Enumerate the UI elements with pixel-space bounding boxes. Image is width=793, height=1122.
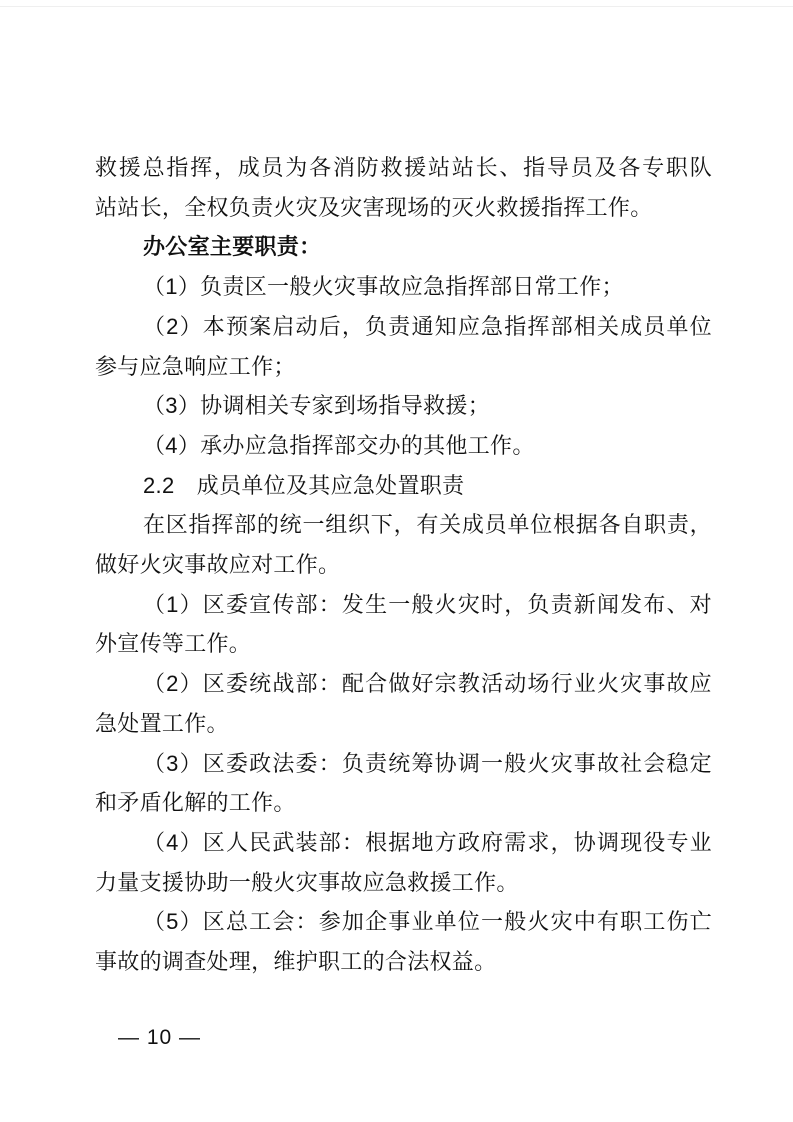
member-unit-1 <box>95 585 712 664</box>
text-line: （2）区委统战部：配合做好宗教活动场行业火灾事故应 <box>143 671 712 697</box>
section-intro-paragraph <box>95 505 712 584</box>
scan-edge-artifact <box>0 6 793 7</box>
text-line: 力量支援协助一般火灾事故应急救援工作。 <box>95 869 519 895</box>
text-line: 救援总指挥，成员为各消防救援站站长、指导员及各专职队 <box>95 155 712 180</box>
text-line: 在区指挥部的统一组织下，有关成员单位根据各自职责， <box>143 512 712 538</box>
text-line: 做好火灾事故应对工作。 <box>95 552 341 578</box>
member-unit-3 <box>95 744 712 823</box>
member-unit-4 <box>95 823 712 902</box>
text-line: （1）负责区一般火灾事故应急指挥部日常工作； <box>143 274 624 300</box>
duty-item-2 <box>95 307 712 386</box>
text-line: （3）协调相关专家到场指导救援； <box>143 393 491 419</box>
duty-item-3 <box>95 386 712 426</box>
text-line: （4）承办应急指挥部交办的其他工作。 <box>143 432 535 458</box>
text-line: 急处置工作。 <box>95 710 229 736</box>
text-line: 2.2 成员单位及其应急处置职责 <box>143 472 465 498</box>
text-line: 参与应急响应工作； <box>95 353 296 379</box>
text-line: 事故的调查处理，维护职工的合法权益。 <box>95 949 497 975</box>
page-number: — 10 — <box>118 1026 202 1049</box>
text-line: （3）区委政法委：负责统筹协调一般火灾事故社会稳定 <box>143 750 712 776</box>
text-line: 办公室主要职责： <box>143 234 322 260</box>
text-line: （4）区人民武装部：根据地方政府需求，协调现役专业 <box>143 829 712 855</box>
section-heading-2-2 <box>95 466 712 506</box>
member-unit-2 <box>95 664 712 743</box>
document-body <box>95 148 712 982</box>
body-paragraph-continued <box>95 148 712 227</box>
text-line: 和矛盾化解的工作。 <box>95 790 296 816</box>
text-line: （2）本预案启动后，负责通知应急指挥部相关成员单位 <box>143 313 712 339</box>
text-line: 外宣传等工作。 <box>95 631 252 657</box>
duty-item-1 <box>95 267 712 307</box>
text-line: （1）区委宣传部：发生一般火灾时，负责新闻发布、对 <box>143 591 712 617</box>
text-line: （5）区总工会：参加企事业单位一般火灾中有职工伤亡 <box>143 909 712 935</box>
duty-item-4 <box>95 426 712 466</box>
office-duties-heading <box>95 227 712 267</box>
member-unit-5 <box>95 902 712 981</box>
text-line: 站站长，全权负责火灾及灾害现场的灭火救援指挥工作。 <box>95 194 653 220</box>
